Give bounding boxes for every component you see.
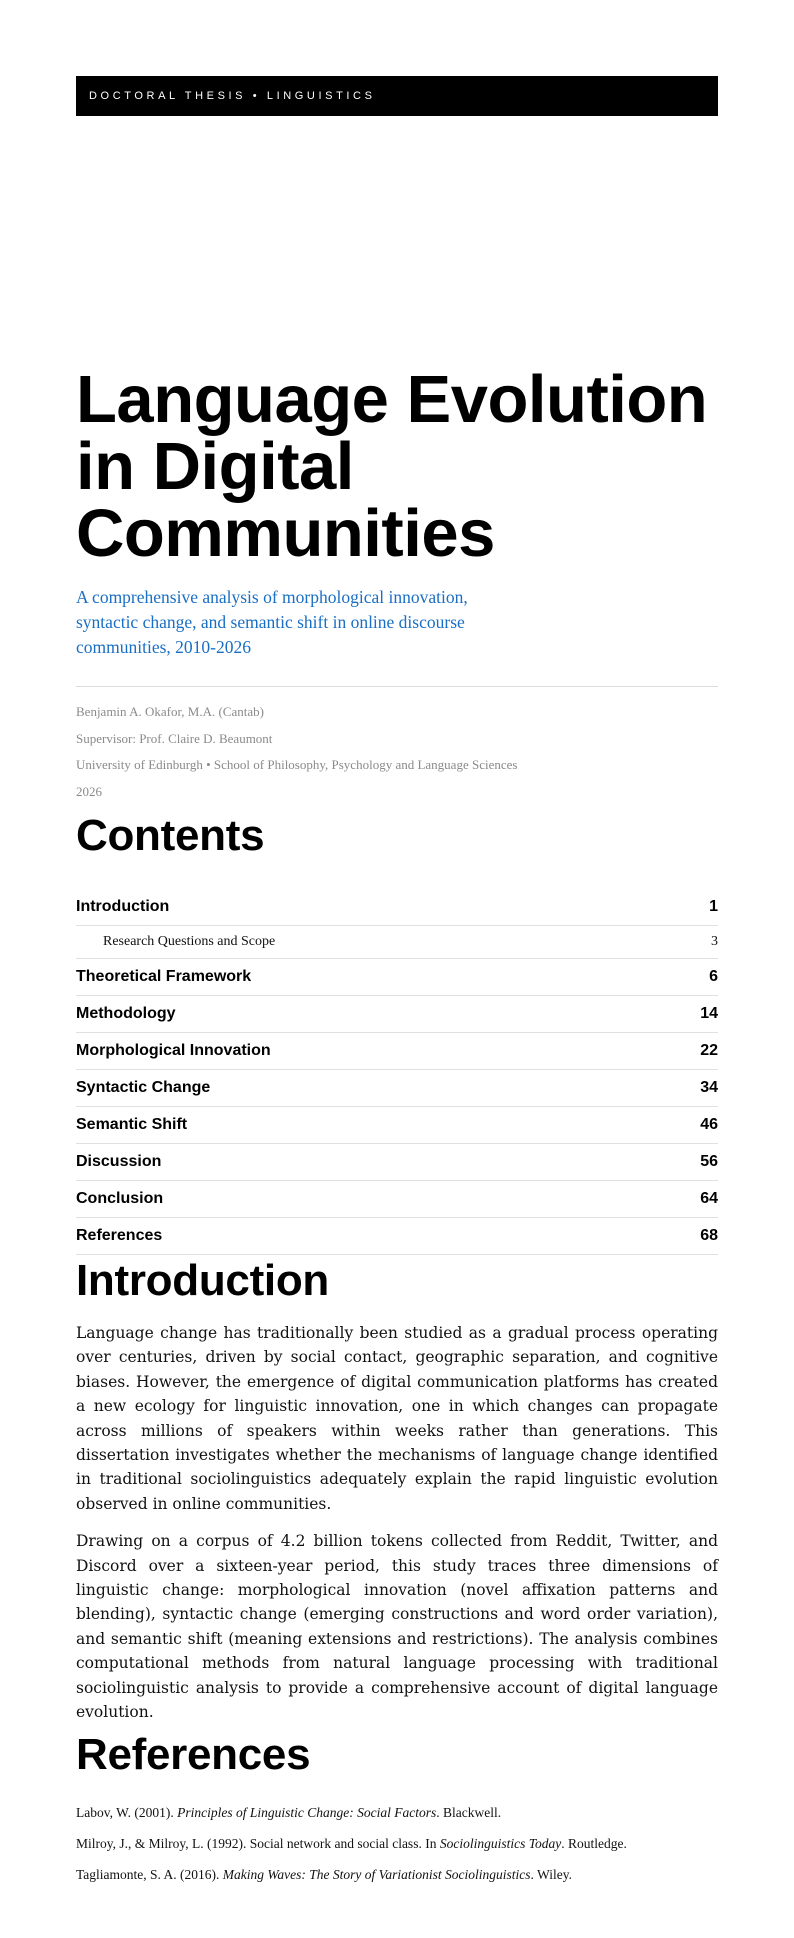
thesis-title — [76, 362, 718, 571]
reference-title: Making Waves: The Story of Variationist Sociolinguistics — [222, 1866, 531, 1882]
reference-title: Principles of Linguistic Change: Social Factors — [177, 1804, 437, 1820]
divider — [76, 686, 718, 687]
toc-entry[interactable] — [76, 1033, 718, 1070]
reference-list — [76, 1803, 718, 1896]
toc-entry-title: Research Questions and Scope — [103, 934, 276, 949]
reference-title: Sociolinguistics Today — [439, 1835, 562, 1851]
thesis-meta — [76, 703, 718, 809]
supervisor-line: Supervisor: Prof. Claire D. Beaumont — [76, 730, 273, 746]
toc-entry-page: 56 — [700, 1153, 718, 1170]
reference-item — [76, 1865, 718, 1896]
toc-entry-title: References — [76, 1227, 163, 1244]
thesis-page — [76, 76, 718, 1896]
toc-entry[interactable] — [76, 1181, 718, 1218]
introduction-heading: Introduction — [76, 1256, 330, 1305]
intro-paragraph: Drawing on a corpus of 4.2 billion tokens collected from Reddit, Twitter, and Discord over a sixteen-year period, this study traces three dimensions of linguistic change: morphological innovation (novel affixation patterns and blending), syntactic change (emerging constructions and word order variation), and semantic shift (meaning extensions and restrictions). The analysis combines computational methods from natural language processing with traditional sociolinguistic analysis to provide a comprehensive account of digital language evolution. — [76, 1532, 718, 1722]
thesis-subtitle: A comprehensive analysis of morphological innovation, syntactic change, and semantic shift in online discourse communities, 2010-2026 — [76, 587, 468, 657]
toc-entry-title: Conclusion — [76, 1190, 164, 1207]
title-line: Communities — [76, 496, 495, 571]
thesis-banner: DOCTORAL THESIS • LINGUISTICS — [76, 76, 718, 116]
toc-entry-title: Semantic Shift — [76, 1116, 188, 1133]
toc-entry-page: 64 — [700, 1190, 718, 1207]
toc-entry[interactable] — [76, 1144, 718, 1181]
toc-entry-title: Morphological Innovation — [76, 1042, 271, 1059]
toc-entry[interactable] — [76, 889, 718, 926]
toc-entry[interactable] — [76, 959, 718, 996]
reference-item — [76, 1803, 718, 1834]
title-line: in Digital — [76, 429, 354, 504]
references-heading: References — [76, 1729, 311, 1779]
reference-text: . Wiley. — [530, 1866, 572, 1882]
toc-entry-page: 3 — [711, 934, 718, 949]
toc-entry-page: 68 — [700, 1227, 718, 1244]
toc-entry-page: 34 — [700, 1079, 718, 1096]
toc-entry-title: Discussion — [76, 1153, 162, 1170]
toc-entry-title: Theoretical Framework — [76, 968, 252, 985]
toc-entry[interactable] — [76, 926, 718, 959]
toc-entry-page: 6 — [709, 968, 718, 985]
toc-entry[interactable] — [76, 1107, 718, 1144]
author-line: Benjamin A. Okafor, M.A. (Cantab) — [76, 704, 264, 719]
institution-line: University of Edinburgh • School of Philosophy, Psychology and Language Sciences — [76, 757, 518, 772]
reference-text: . Blackwell. — [436, 1804, 502, 1820]
reference-text: Milroy, J., & Milroy, L. (1992). Social network and social class. In — [76, 1835, 440, 1851]
toc-entry-page: 22 — [700, 1042, 718, 1059]
contents-heading: Contents — [76, 811, 265, 860]
reference-text: . Routledge. — [561, 1835, 627, 1851]
title-line: Language Evolution — [76, 362, 708, 437]
reference-item — [76, 1834, 718, 1865]
toc-entry-page: 1 — [709, 898, 718, 915]
toc-entry-title: Introduction — [76, 898, 170, 915]
toc-entry-page: 14 — [700, 1005, 718, 1022]
reference-text: Tagliamonte, S. A. (2016). — [76, 1866, 223, 1882]
toc-entry[interactable] — [76, 1218, 718, 1255]
intro-paragraph: Language change has traditionally been studied as a gradual process operating over centuries, driven by social contact, geographic separation, and cognitive biases. However, the emergence of digital communication platforms has created a new ecology for linguistic innovation, one in which changes can propagate across millions of speakers within weeks rather than generations. This dissertation investigates whether the mechanisms of language change identified in traditional sociolinguistics adequately explain the rapid linguistic evolution observed in online communities. — [76, 1324, 718, 1513]
table-of-contents — [76, 889, 718, 1255]
toc-entry-page: 46 — [700, 1116, 718, 1133]
toc-entry[interactable] — [76, 1070, 718, 1107]
reference-text: Labov, W. (2001). — [76, 1804, 178, 1820]
year-line: 2026 — [76, 783, 102, 799]
toc-entry[interactable] — [76, 996, 718, 1033]
toc-entry-title: Syntactic Change — [76, 1079, 211, 1096]
toc-entry-title: Methodology — [76, 1005, 176, 1022]
